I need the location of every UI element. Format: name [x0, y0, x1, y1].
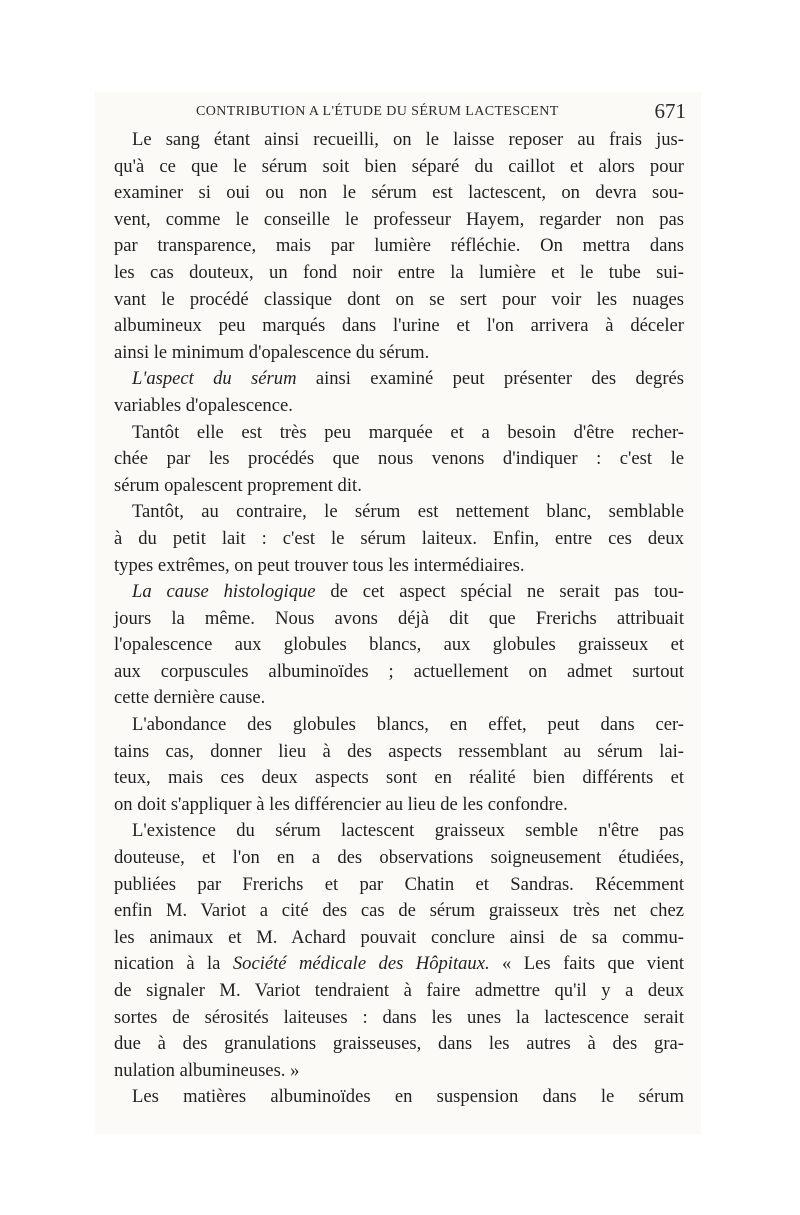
text-line: vent, comme le conseille le professeur Hayem, regarder non pas: [114, 208, 684, 230]
text-line: teux, mais ces deux aspects sont en réalité bien différents et: [114, 767, 684, 789]
text-line: cette dernière cause.: [114, 687, 266, 709]
text-line: publiées par Frerichs et par Chatin et Sandras. Récemment: [114, 873, 684, 895]
text-line: douteuse, et l'on en a des observations soigneusement étudiées,: [114, 847, 684, 869]
text-line: chée par les procédés que nous venons d'indiquer : c'est le: [114, 448, 684, 470]
text-line: enfin M. Variot a cité des cas de sérum graisseux très net chez: [114, 900, 684, 922]
text-line: par transparence, mais par lumière réfléchie. On mettra dans: [114, 235, 684, 257]
body-text: [114, 127, 684, 1111]
text-line: qu'à ce que le sérum soit bien séparé du caillot et alors pour: [114, 155, 684, 177]
text-line: Le sang étant ainsi recueilli, on le laisse reposer au frais jus-: [132, 129, 684, 150]
text-line: l'opalescence aux globules blancs, aux globules graisseux et: [114, 634, 684, 656]
text-line: Tantôt elle est très peu marquée et a besoin d'être recher-: [132, 421, 684, 443]
text-line: L'abondance des globules blancs, en effet, peut dans cer-: [132, 714, 684, 736]
text-line: les cas douteux, un fond noir entre la lumière et le tube sui-: [114, 261, 684, 283]
running-header: [196, 100, 686, 128]
text-line: L'existence du sérum lactescent graisseux semble n'être pas: [132, 820, 684, 842]
text-line: due à des granulations graisseuses, dans les autres à des gra-: [114, 1033, 684, 1055]
paragraph: [114, 420, 684, 500]
text-line: jours la même. Nous avons déjà dit que Frerichs attribuait: [114, 607, 684, 629]
text-run: de cet aspect spécial ne serait pas tou-: [315, 581, 684, 603]
paragraph: [114, 1084, 684, 1111]
text-line: de signaler M. Variot tendraient à faire admettre qu'il y a deux: [114, 980, 684, 1001]
text-line: albumineux peu marqués dans l'urine et l'on arrivera à déceler: [114, 315, 684, 337]
text-line: vant le procédé classique dont on se sert pour voir les nuages: [114, 288, 684, 310]
italic-title: Société médicale des Hôpitaux.: [232, 953, 490, 975]
paragraph: [114, 127, 684, 366]
text-line: les animaux et M. Achard pouvait conclure ainsi de sa commu-: [114, 926, 684, 948]
text-line: nulation albumineuses. »: [114, 1059, 300, 1081]
text-line: sérum opalescent proprement dit.: [114, 474, 362, 496]
text-line: [114, 579, 684, 606]
text-line: examiner si oui ou non le sérum est lactescent, on devra sou-: [114, 182, 684, 204]
text-run: ainsi examiné peut présenter des degrés: [296, 368, 684, 390]
text-line: Tantôt, au contraire, le sérum est nettement blanc, semblable: [132, 501, 684, 523]
text-line: ainsi le minimum d'opalescence du sérum.: [114, 341, 430, 363]
text-line: tains cas, donner lieu à des aspects ressemblant au sérum lai-: [114, 740, 684, 762]
paragraph: [114, 579, 684, 712]
text-run: nication à la: [114, 953, 233, 975]
page-number: 671: [654, 99, 686, 123]
text-line: variables d'opalescence.: [114, 394, 293, 416]
italic-heading: La cause histologique: [132, 581, 316, 603]
italic-heading: L'aspect du sérum: [132, 368, 297, 390]
text-run: « Les faits que vient: [489, 953, 684, 975]
text-line: [114, 366, 684, 393]
paragraph: [114, 818, 684, 1084]
paragraph: [114, 712, 684, 818]
text-line: [114, 951, 684, 978]
text-line: aux corpuscules albuminoïdes ; actuellement on admet surtout: [114, 660, 684, 682]
paragraph: [114, 366, 684, 419]
text-line: types extrêmes, on peut trouver tous les intermédiaires.: [114, 554, 525, 576]
running-title: CONTRIBUTION A L'ÉTUDE DU SÉRUM LACTESCENT: [196, 104, 559, 119]
paragraph: [114, 499, 684, 579]
text-line: on doit s'appliquer à les différencier au lieu de les confondre.: [114, 793, 568, 815]
text-line: à du petit lait : c'est le sérum laiteux. Enfin, entre ces deux: [114, 527, 684, 549]
text-line: Les matières albuminoïdes en suspension dans le sérum: [132, 1086, 684, 1108]
text-line: sortes de sérosités laiteuses : dans les unes la lactescence serait: [114, 1006, 684, 1028]
